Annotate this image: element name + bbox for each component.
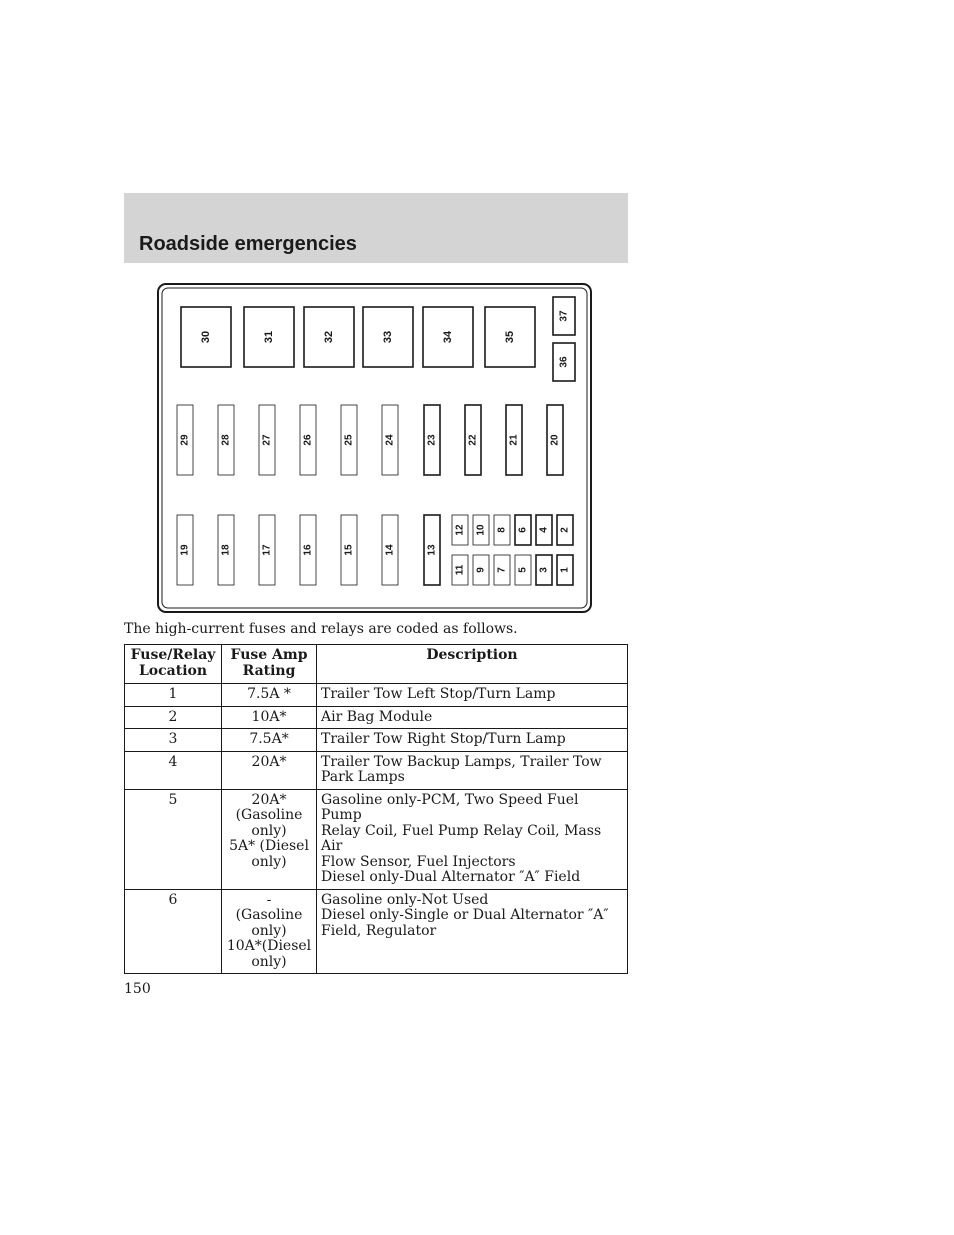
fuse-19 (177, 515, 193, 585)
fuse-23 (424, 405, 440, 475)
fuse-23-label: 23 (426, 434, 438, 446)
fuse-10-label: 10 (475, 524, 487, 536)
fuse-9-label: 9 (475, 567, 487, 573)
fuse-17 (259, 515, 275, 585)
section-header (124, 193, 628, 263)
fuse-6 (515, 515, 531, 545)
table-row (125, 729, 628, 752)
fuse-18 (218, 515, 234, 585)
fuse-4-label: 4 (538, 527, 550, 533)
fuse-2 (557, 515, 573, 545)
cell-rating: 7.5A* (222, 729, 317, 752)
fuse-13-label: 13 (426, 544, 438, 556)
fuse-4 (536, 515, 552, 545)
cell-description: Trailer Tow Right Stop/Turn Lamp (317, 729, 628, 752)
cell-description: Trailer Tow Backup Lamps, Trailer Tow Park Lamps (317, 751, 628, 789)
fuse-7 (494, 555, 510, 585)
relay-31-label: 31 (263, 330, 275, 344)
relay-30 (181, 307, 231, 367)
fuse-25 (341, 405, 357, 475)
fuse-16-label: 16 (302, 544, 314, 556)
table-row (125, 889, 628, 974)
cell-rating: 20A* (Gasoline only) 5A* (Diesel only) (222, 789, 317, 889)
relay-34-label: 34 (442, 330, 454, 344)
fuse-25-label: 25 (343, 434, 355, 446)
fuse-29 (177, 405, 193, 475)
fuse-22 (465, 405, 481, 475)
page-number: 150 (124, 981, 151, 997)
table-row (125, 684, 628, 707)
table-row (125, 789, 628, 889)
table-row (125, 706, 628, 729)
fuse-8-label: 8 (496, 527, 508, 533)
fuse-16 (300, 515, 316, 585)
fuse-15 (341, 515, 357, 585)
fuse-9 (473, 555, 489, 585)
section-title: Roadside emergencies (139, 233, 357, 255)
fuse-13 (424, 515, 440, 585)
fuse-22-label: 22 (467, 434, 479, 446)
fuse-7-label: 7 (496, 567, 508, 573)
intro-text: The high-current fuses and relays are coded as follows. (124, 621, 518, 637)
relay-34 (423, 307, 473, 367)
fuse-24 (382, 405, 398, 475)
relay-32 (304, 307, 354, 367)
fuse-21 (506, 405, 522, 475)
fuse-3-label: 3 (538, 567, 550, 573)
cell-location: 5 (125, 789, 222, 889)
fuse-5-label: 5 (517, 567, 529, 573)
cell-location: 1 (125, 684, 222, 707)
relay-33-label: 33 (382, 330, 394, 344)
cell-rating: 7.5A * (222, 684, 317, 707)
header-location: Fuse/Relay Location (125, 645, 222, 684)
cell-description: Gasoline only-PCM, Two Speed Fuel Pump Relay Coil, Fuel Pump Relay Coil, Mass Air Flow Sensor, Fuel Injectors Diesel only-Dual Alternator ″A″ Field (317, 789, 628, 889)
cell-rating: 10A* (222, 706, 317, 729)
table-header-row (125, 645, 628, 684)
fuse-11 (452, 555, 468, 585)
relay-33 (363, 307, 413, 367)
fuse-3 (536, 555, 552, 585)
fuse-20-label: 20 (549, 434, 561, 446)
fuse-1 (557, 555, 573, 585)
fuse-19-label: 19 (179, 544, 191, 556)
fuse-6-label: 6 (517, 527, 529, 533)
relay-30-label: 30 (200, 330, 212, 344)
relay-35-label: 35 (504, 330, 516, 344)
relay-37 (553, 297, 575, 335)
cell-description: Air Bag Module (317, 706, 628, 729)
fuse-box-diagram (157, 283, 593, 615)
relay-31 (244, 307, 294, 367)
fuse-2-label: 2 (559, 527, 571, 533)
cell-rating: 20A* (222, 751, 317, 789)
fuse-12-label: 12 (454, 524, 466, 536)
fuse-21-label: 21 (508, 434, 520, 446)
fuse-24-label: 24 (384, 434, 396, 446)
fuse-28 (218, 405, 234, 475)
relay-37-label: 37 (558, 310, 570, 322)
cell-location: 6 (125, 889, 222, 974)
cell-location: 3 (125, 729, 222, 752)
relay-32-label: 32 (323, 330, 335, 344)
fuse-10 (473, 515, 489, 545)
fuse-20 (547, 405, 563, 475)
relay-36 (553, 343, 575, 381)
header-description: Description (317, 645, 628, 684)
fuse-28-label: 28 (220, 434, 232, 446)
fuse-18-label: 18 (220, 544, 232, 556)
cell-location: 4 (125, 751, 222, 789)
fuse-27 (259, 405, 275, 475)
fuse-table (124, 644, 628, 974)
fuse-29-label: 29 (179, 434, 191, 446)
fuse-26-label: 26 (302, 434, 314, 446)
fuse-14-label: 14 (384, 544, 396, 556)
cell-rating: - (Gasoline only) 10A*(Diesel only) (222, 889, 317, 974)
fuse-12 (452, 515, 468, 545)
fuse-17-label: 17 (261, 544, 273, 556)
fuse-15-label: 15 (343, 544, 355, 556)
fuse-8 (494, 515, 510, 545)
fuse-1-label: 1 (559, 567, 571, 573)
cell-description: Trailer Tow Left Stop/Turn Lamp (317, 684, 628, 707)
cell-location: 2 (125, 706, 222, 729)
table-row (125, 751, 628, 789)
fuse-11-label: 11 (454, 564, 466, 576)
relay-35 (485, 307, 535, 367)
fuse-27-label: 27 (261, 434, 273, 446)
header-rating: Fuse Amp Rating (222, 645, 317, 684)
relay-36-label: 36 (558, 356, 570, 368)
cell-description: Gasoline only-Not Used Diesel only-Single or Dual Alternator ″A″ Field, Regulator (317, 889, 628, 974)
fuse-26 (300, 405, 316, 475)
fuse-14 (382, 515, 398, 585)
fuse-5 (515, 555, 531, 585)
